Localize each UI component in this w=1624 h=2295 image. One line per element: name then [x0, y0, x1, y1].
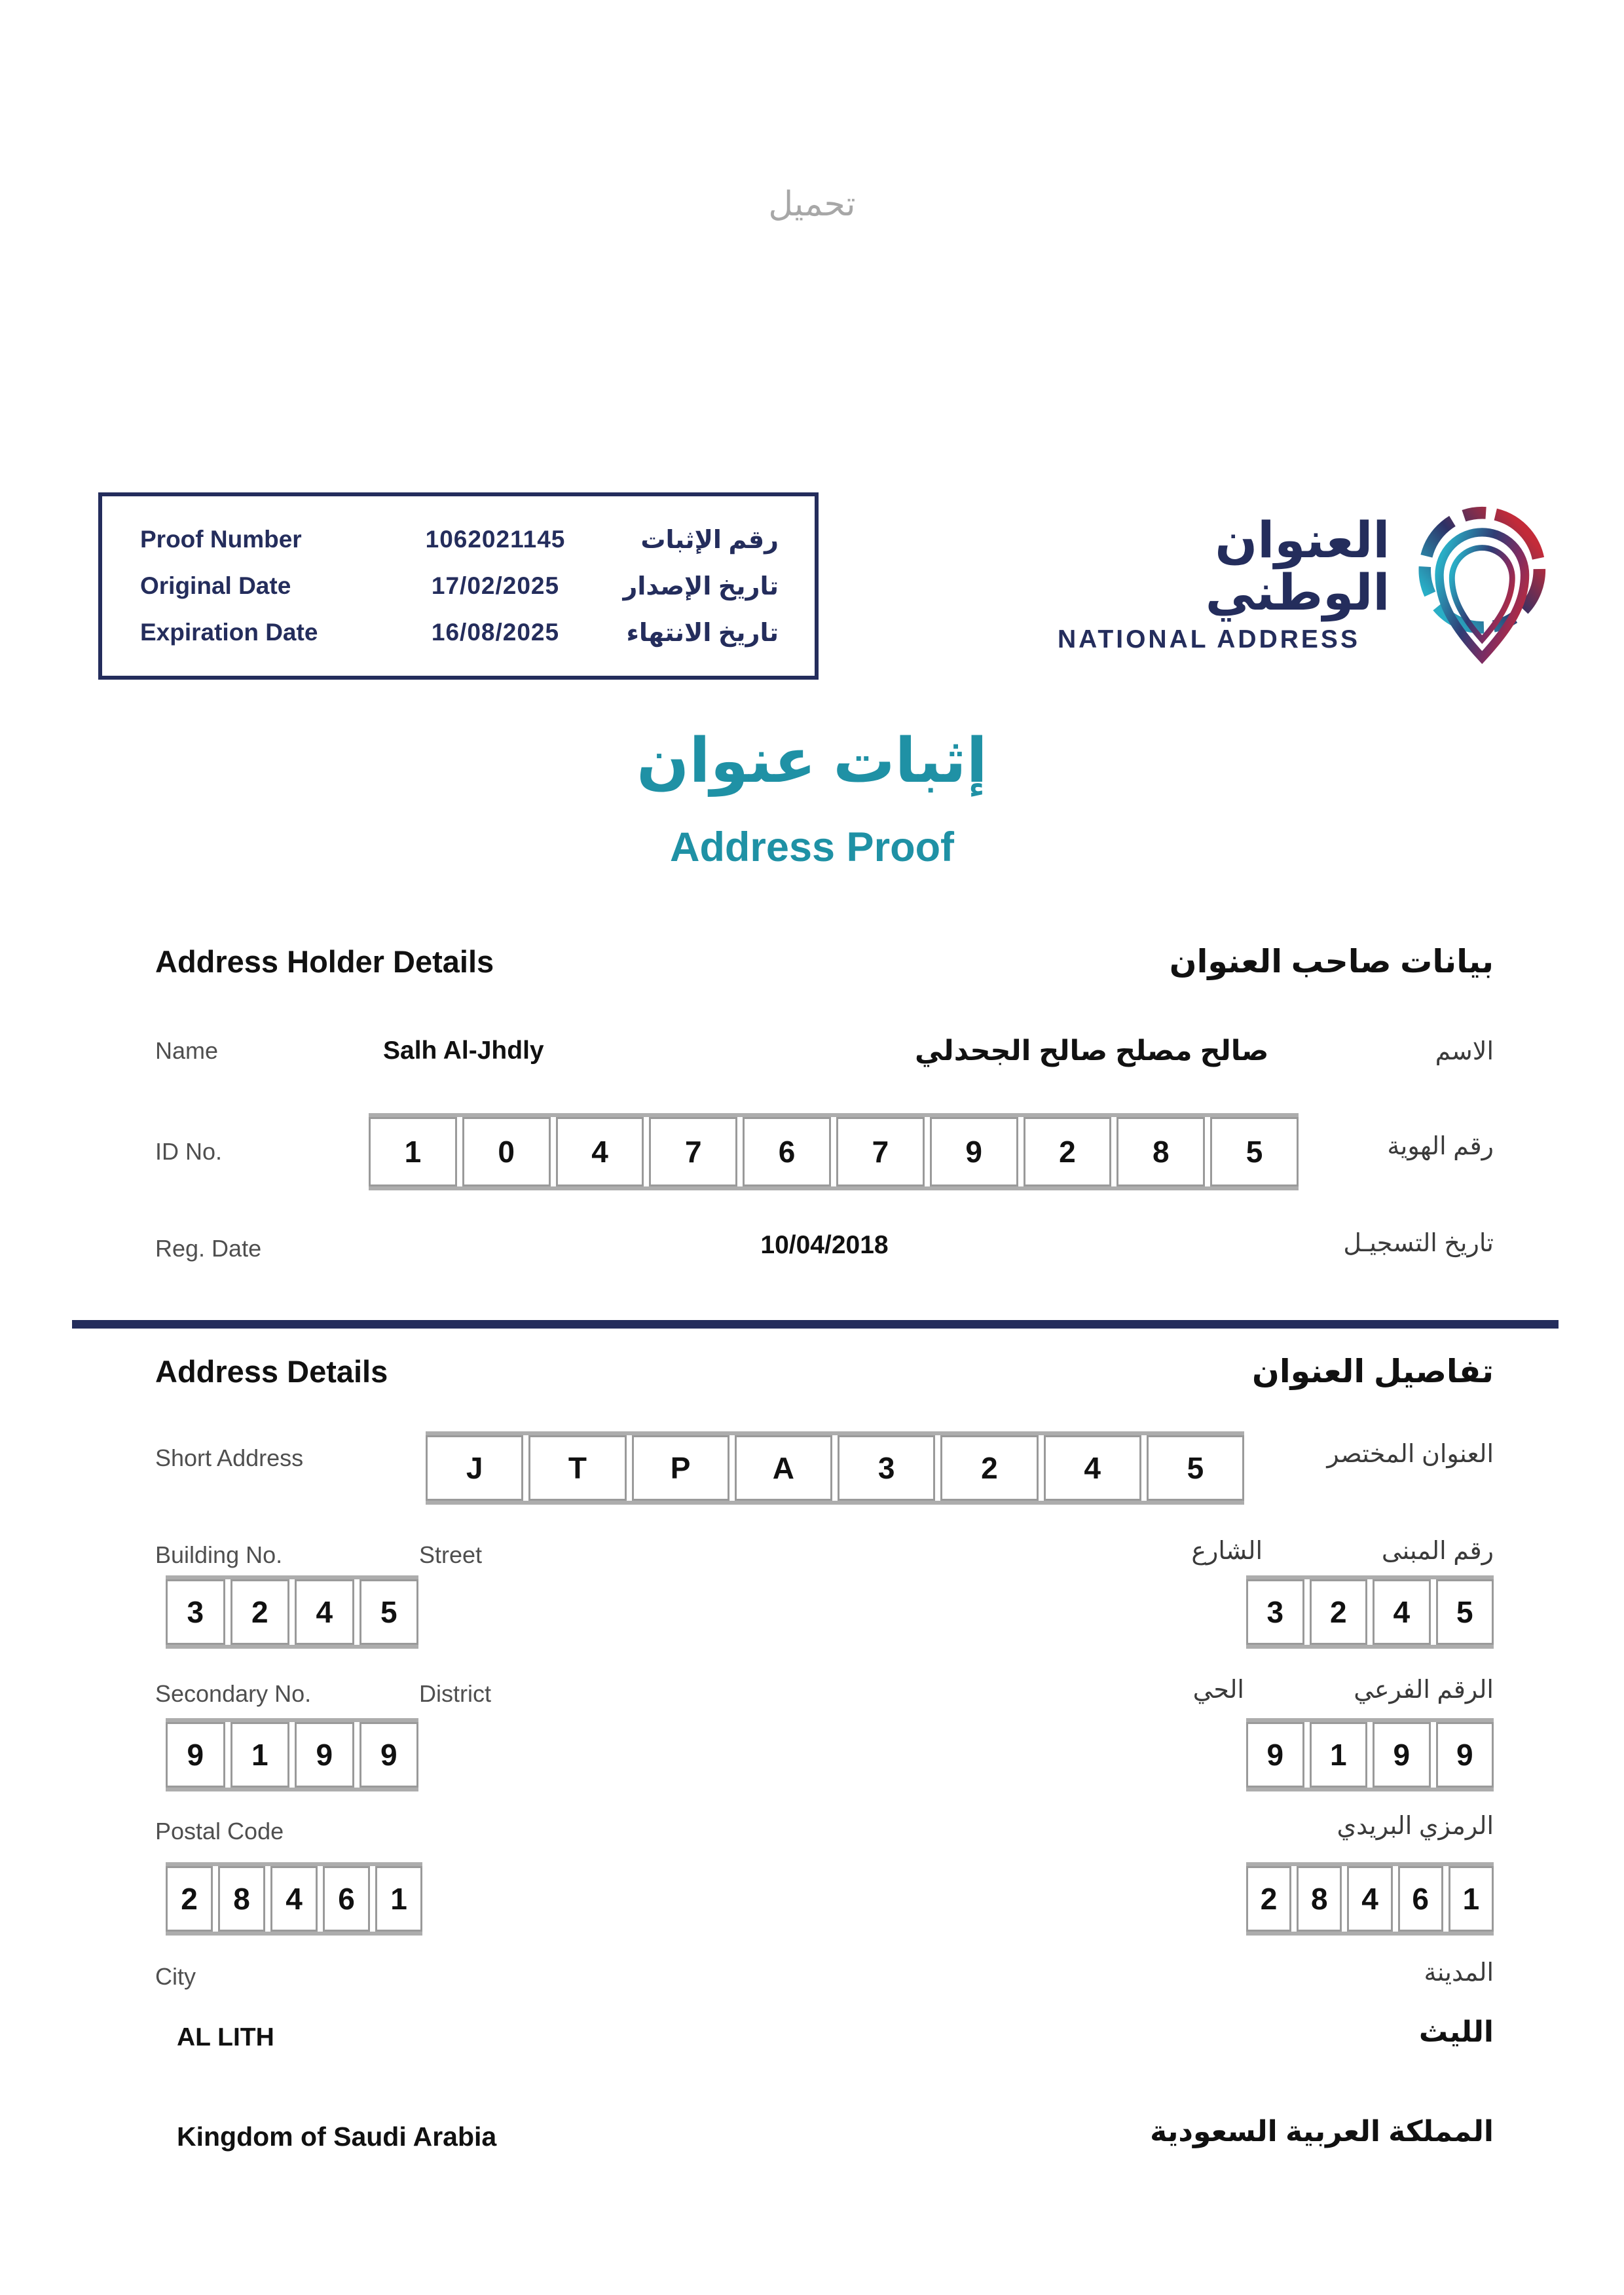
proof-summary-box	[98, 492, 819, 680]
digit-cell: 6	[743, 1117, 831, 1186]
digit-cell: 4	[270, 1866, 318, 1932]
digit-cell: 3	[166, 1579, 225, 1645]
country-value-ar: المملكة العربية السعودية	[1150, 2116, 1494, 2148]
digit-cell: 9	[1246, 1722, 1304, 1788]
postal-digit-strip-left	[166, 1862, 422, 1936]
digit-cell: 7	[649, 1117, 737, 1186]
national-address-logo	[1058, 485, 1555, 684]
digit-cell: 1	[375, 1866, 422, 1932]
postal-label-en: Postal Code	[155, 1818, 284, 1845]
short-address-strip	[426, 1431, 1244, 1505]
name-label-ar: الاسم	[1435, 1037, 1494, 1065]
proof-number-label-en: Proof Number	[140, 526, 302, 553]
district-label-ar: الحي	[1192, 1676, 1244, 1704]
digit-cell: 9	[1373, 1722, 1431, 1788]
logo-wordmark-ar: العنوان الوطني	[1205, 512, 1390, 621]
page-title-en: Address Proof	[669, 824, 955, 870]
digit-cell: 2	[940, 1435, 1038, 1501]
digit-cell: T	[528, 1435, 626, 1501]
street-label-ar: الشارع	[1191, 1537, 1263, 1565]
proof-number-label-ar: رقم الإثبات	[640, 526, 779, 554]
digit-cell: 1	[369, 1117, 457, 1186]
page-title-ar: إثبات عنوان	[637, 726, 987, 795]
digit-cell: 1	[1449, 1866, 1494, 1932]
digit-cell: A	[735, 1435, 832, 1501]
digit-cell: 4	[1044, 1435, 1141, 1501]
secondary-digit-strip-right	[1246, 1718, 1494, 1791]
reg-date-label-en: Reg. Date	[155, 1235, 262, 1262]
city-value-en: AL LITH	[177, 2023, 274, 2051]
expiration-date-value: 16/08/2025	[431, 619, 560, 646]
digit-cell: P	[632, 1435, 729, 1501]
country-value-en: Kingdom of Saudi Arabia	[177, 2121, 497, 2152]
digit-cell: 1	[1310, 1722, 1368, 1788]
postal-digit-strip-right	[1246, 1862, 1494, 1936]
section-divider	[72, 1320, 1559, 1329]
building-digit-strip-right	[1246, 1575, 1494, 1649]
name-value-ar: صالح مصلح صالح الجحدلي	[915, 1035, 1269, 1067]
digit-cell: 8	[218, 1866, 265, 1932]
digit-cell: 2	[231, 1579, 290, 1645]
digit-cell: 5	[1147, 1435, 1244, 1501]
digit-cell: 6	[1398, 1866, 1443, 1932]
reg-date-value: 10/04/2018	[760, 1231, 889, 1259]
digit-cell: 2	[1310, 1579, 1368, 1645]
short-address-label-en: Short Address	[155, 1444, 304, 1471]
expiration-date-row	[140, 618, 779, 648]
name-row	[155, 1035, 1494, 1067]
secondary-label-en: Secondary No.	[155, 1680, 312, 1707]
original-date-row	[140, 572, 779, 601]
building-digit-strip-left	[166, 1575, 418, 1649]
digit-cell: 4	[1347, 1866, 1392, 1932]
id-label-en: ID No.	[155, 1138, 223, 1165]
digit-cell: 5	[1436, 1579, 1494, 1645]
digit-cell: 5	[360, 1579, 419, 1645]
id-digit-strip	[369, 1113, 1299, 1190]
digit-cell: 8	[1116, 1117, 1205, 1186]
logo-wordmark	[1058, 512, 1390, 655]
address-section-heading	[155, 1353, 1494, 1390]
digit-cell: 5	[1210, 1117, 1299, 1186]
location-pin-icon	[1409, 487, 1555, 683]
digit-cell: 7	[836, 1117, 925, 1186]
expiration-date-label-ar: تاريخ الانتهاء	[626, 619, 779, 647]
digit-cell: 4	[295, 1579, 354, 1645]
digit-cell: 4	[1373, 1579, 1431, 1645]
proof-number-row	[140, 525, 779, 555]
street-label-en: Street	[419, 1541, 483, 1568]
city-label-ar: المدينة	[1424, 1959, 1494, 1987]
name-label-en: Name	[155, 1037, 219, 1064]
name-value-en: Salh Al-Jhdly	[383, 1037, 544, 1065]
digit-cell: 8	[1297, 1866, 1342, 1932]
digit-cell: 4	[556, 1117, 644, 1186]
digit-cell: 9	[930, 1117, 1018, 1186]
original-date-value: 17/02/2025	[431, 572, 560, 599]
city-value-ar: الليث	[1418, 2016, 1494, 2048]
city-label-en: City	[155, 1963, 196, 1990]
digit-cell: 9	[295, 1722, 354, 1788]
logo-wordmark-en: NATIONAL ADDRESS	[1058, 625, 1360, 654]
proof-number-value: 1062021145	[425, 526, 566, 553]
district-label-en: District	[419, 1680, 491, 1707]
original-date-label-ar: تاريخ الإصدار	[623, 572, 779, 600]
digit-cell: J	[426, 1435, 523, 1501]
digit-cell: 2	[1246, 1866, 1291, 1932]
building-label-ar: رقم المبنى	[1381, 1537, 1494, 1565]
digit-cell: 9	[166, 1722, 225, 1788]
digit-cell: 9	[360, 1722, 419, 1788]
reg-date-label-ar: تاريخ التسجيـل	[1343, 1230, 1494, 1257]
digit-cell: 3	[838, 1435, 935, 1501]
digit-cell: 0	[462, 1117, 551, 1186]
original-date-label-en: Original Date	[140, 572, 291, 599]
digit-cell: 2	[166, 1866, 213, 1932]
address-heading-ar: تفاصيل العنوان	[1252, 1354, 1494, 1389]
address-heading-en: Address Details	[155, 1354, 388, 1389]
secondary-digit-strip-left	[166, 1718, 418, 1791]
digit-cell: 1	[231, 1722, 290, 1788]
digit-cell: 9	[1436, 1722, 1494, 1788]
expiration-date-label-en: Expiration Date	[140, 619, 318, 646]
secondary-label-ar: الرقم الفرعي	[1354, 1676, 1494, 1704]
holder-heading-ar: بيانات صاحب العنوان	[1169, 944, 1494, 980]
digit-cell: 6	[323, 1866, 370, 1932]
holder-section-heading	[155, 943, 1494, 980]
postal-label-ar: الرمزي البريدي	[1337, 1812, 1494, 1840]
building-label-en: Building No.	[155, 1541, 283, 1568]
short-address-label-ar: العنوان المختصر	[1327, 1441, 1494, 1468]
id-label-ar: رقم الهوية	[1387, 1133, 1494, 1160]
digit-cell: 2	[1024, 1117, 1112, 1186]
holder-heading-en: Address Holder Details	[155, 944, 494, 979]
download-link[interactable]: تحميل	[768, 185, 856, 223]
digit-cell: 3	[1246, 1579, 1304, 1645]
